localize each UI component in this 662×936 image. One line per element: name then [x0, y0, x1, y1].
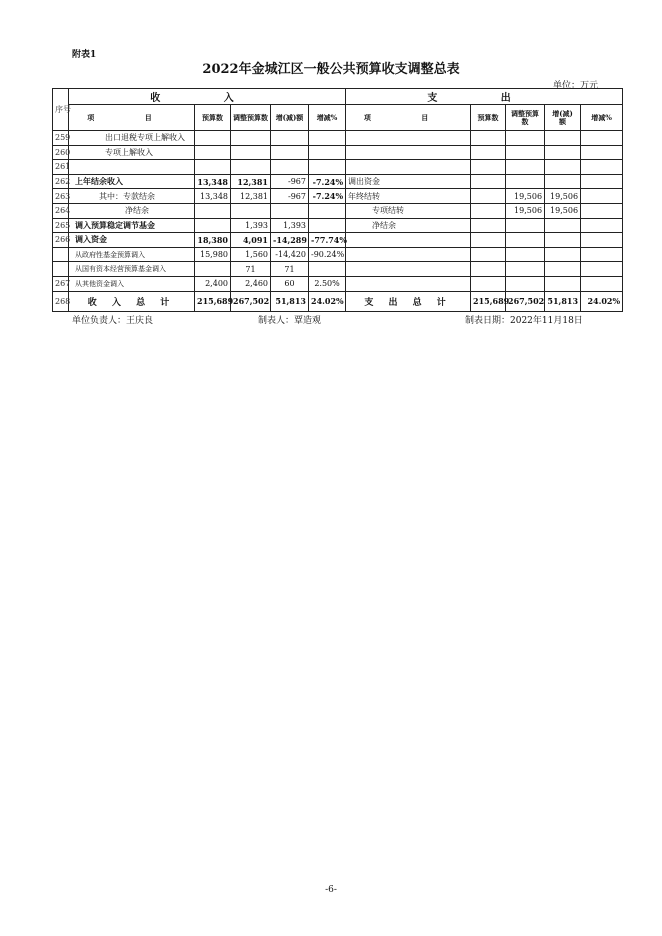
expense-pct	[581, 247, 623, 262]
income-pct	[309, 131, 346, 146]
expense-change	[545, 247, 581, 262]
expense-pct	[581, 262, 623, 277]
income-change	[271, 203, 309, 218]
expense-item	[346, 276, 471, 291]
income-change-header: 增(减)额	[271, 105, 309, 131]
income-adjusted	[231, 145, 271, 160]
income-pct: -7.24%	[309, 174, 346, 189]
expense-budget	[471, 174, 506, 189]
income-item-header: 项 目	[69, 105, 195, 131]
header-row-sections	[53, 89, 623, 105]
income-pct: -90.24%	[309, 247, 346, 262]
income-change: 71	[271, 262, 309, 277]
income-budget: 13,348	[195, 174, 231, 189]
expense-budget	[471, 262, 506, 277]
attachment-label: 附表1	[72, 50, 97, 60]
income-budget	[195, 203, 231, 218]
row-seq: 266	[53, 233, 69, 248]
income-item: 从国有资本经营预算基金调入	[69, 262, 195, 277]
income-item: 其中：专款结余	[69, 189, 195, 204]
expense-change-header: 增(减)额	[545, 105, 581, 131]
income-pct: -7.24%	[309, 189, 346, 204]
table-row	[53, 233, 623, 248]
expense-budget	[471, 233, 506, 248]
income-budget	[195, 262, 231, 277]
table-row	[53, 131, 623, 146]
expense-item	[346, 145, 471, 160]
expense-change	[545, 145, 581, 160]
expense-pct	[581, 233, 623, 248]
income-budget	[195, 131, 231, 146]
expense-adjusted: 19,506	[506, 203, 545, 218]
income-pct	[309, 145, 346, 160]
table-row	[53, 218, 623, 233]
expense-pct	[581, 189, 623, 204]
expense-change: 19,506	[545, 203, 581, 218]
income-budget	[195, 145, 231, 160]
income-item: 上年结余收入	[69, 174, 195, 189]
income-pct	[309, 218, 346, 233]
income-adjusted	[231, 203, 271, 218]
income-budget: 15,980	[195, 247, 231, 262]
expense-change	[545, 131, 581, 146]
expense-adjusted-header: 调整预算数	[506, 105, 545, 131]
income-item: 专项上解收入	[69, 145, 195, 160]
expense-pct	[581, 160, 623, 175]
expense-budget	[471, 189, 506, 204]
income-item: 净结余	[69, 203, 195, 218]
expense-adjusted	[506, 262, 545, 277]
prepared-date: 制表日期：2022年11月18日	[465, 316, 583, 326]
expense-change	[545, 160, 581, 175]
expense-change	[545, 262, 581, 277]
row-seq: 260	[53, 145, 69, 160]
income-change	[271, 131, 309, 146]
table-row	[53, 160, 623, 175]
row-seq: 265	[53, 218, 69, 233]
income-pct	[309, 160, 346, 175]
expense-total-label: 支 出 总 计	[346, 291, 471, 311]
income-pct	[309, 203, 346, 218]
expense-total-adjusted: 267,502	[506, 291, 545, 311]
expense-item: 专项结转	[346, 203, 471, 218]
income-adjusted	[231, 160, 271, 175]
income-pct: 2.50%	[309, 276, 346, 291]
expense-change	[545, 233, 581, 248]
expense-item	[346, 247, 471, 262]
income-item: 出口退税专项上解收入	[69, 131, 195, 146]
expense-item	[346, 262, 471, 277]
expense-budget	[471, 203, 506, 218]
income-total-adjusted: 267,502	[231, 291, 271, 311]
expense-adjusted: 19,506	[506, 189, 545, 204]
expense-item: 年终结转	[346, 189, 471, 204]
income-budget: 18,380	[195, 233, 231, 248]
expense-adjusted	[506, 218, 545, 233]
expense-adjusted	[506, 131, 545, 146]
table-row	[53, 145, 623, 160]
income-change: 1,393	[271, 218, 309, 233]
row-seq	[53, 262, 69, 277]
page-title: 2022年金城江区一般公共预算收支调整总表	[202, 62, 460, 77]
income-total-change: 51,813	[271, 291, 309, 311]
table-row	[53, 189, 623, 204]
income-adjusted: 71	[231, 262, 271, 277]
expense-pct	[581, 203, 623, 218]
expense-pct	[581, 174, 623, 189]
expense-change: 19,506	[545, 189, 581, 204]
income-item: 调入资金	[69, 233, 195, 248]
expense-adjusted	[506, 160, 545, 175]
income-change	[271, 160, 309, 175]
income-adjusted: 1,393	[231, 218, 271, 233]
expense-item: 净结余	[346, 218, 471, 233]
income-pct-header: 增减%	[309, 105, 346, 131]
unit-head: 单位负责人：王庆良	[72, 316, 154, 326]
expense-pct	[581, 218, 623, 233]
income-budget	[195, 218, 231, 233]
row-seq: 267	[53, 276, 69, 291]
expense-budget	[471, 160, 506, 175]
income-change: -14,289	[271, 233, 309, 248]
income-change: 60	[271, 276, 309, 291]
page-number: -6-	[325, 885, 337, 895]
table-row	[53, 203, 623, 218]
income-adjusted: 4,091	[231, 233, 271, 248]
income-budget	[195, 160, 231, 175]
row-seq: 263	[53, 189, 69, 204]
income-total-budget: 215,689	[195, 291, 231, 311]
seq-header: 序号	[53, 89, 69, 131]
income-item: 从其他资金调入	[69, 276, 195, 291]
income-change: -967	[271, 189, 309, 204]
header-row-columns	[53, 105, 623, 131]
income-item	[69, 160, 195, 175]
unit-label: 单位：万元	[552, 81, 598, 91]
expense-total-change: 51,813	[545, 291, 581, 311]
row-seq: 268	[53, 291, 69, 311]
expense-budget	[471, 276, 506, 291]
income-adjusted: 12,381	[231, 174, 271, 189]
row-seq: 259	[53, 131, 69, 146]
income-change: -967	[271, 174, 309, 189]
expense-change	[545, 276, 581, 291]
expense-pct-header: 增减%	[581, 105, 623, 131]
row-seq: 262	[53, 174, 69, 189]
income-item: 从政府性基金预算调入	[69, 247, 195, 262]
table-row	[53, 262, 623, 277]
expense-adjusted	[506, 145, 545, 160]
income-item: 调入预算稳定调节基金	[69, 218, 195, 233]
income-section-header: 收 入	[69, 89, 346, 105]
income-adjusted-header: 调整预算数	[231, 105, 271, 131]
table-row	[53, 276, 623, 291]
expense-budget	[471, 218, 506, 233]
expense-pct	[581, 145, 623, 160]
expense-total-pct: 24.02%	[581, 291, 623, 311]
expense-budget	[471, 247, 506, 262]
expense-adjusted	[506, 247, 545, 262]
income-total-label: 收 入 总 计	[69, 291, 195, 311]
income-change: -14,420	[271, 247, 309, 262]
income-pct	[309, 262, 346, 277]
expense-adjusted	[506, 276, 545, 291]
expense-item	[346, 160, 471, 175]
income-pct: -77.74%	[309, 233, 346, 248]
expense-pct	[581, 276, 623, 291]
income-adjusted: 12,381	[231, 189, 271, 204]
budget-table	[52, 88, 623, 312]
expense-item	[346, 131, 471, 146]
expense-adjusted	[506, 233, 545, 248]
preparer: 制表人：覃造观	[258, 316, 322, 326]
expense-pct	[581, 131, 623, 146]
row-seq	[53, 247, 69, 262]
expense-total-budget: 215,689	[471, 291, 506, 311]
row-seq: 261	[53, 160, 69, 175]
row-seq: 264	[53, 203, 69, 218]
expense-budget-header: 预算数	[471, 105, 506, 131]
expense-change	[545, 218, 581, 233]
expense-item: 调出资金	[346, 174, 471, 189]
income-change	[271, 145, 309, 160]
income-total-pct: 24.02%	[309, 291, 346, 311]
table-row	[53, 174, 623, 189]
expense-change	[545, 174, 581, 189]
income-budget: 13,348	[195, 189, 231, 204]
income-budget-header: 预算数	[195, 105, 231, 131]
expense-budget	[471, 131, 506, 146]
income-adjusted: 2,460	[231, 276, 271, 291]
table-row	[53, 247, 623, 262]
total-row	[53, 291, 623, 311]
expense-budget	[471, 145, 506, 160]
expense-adjusted	[506, 174, 545, 189]
expense-item-header: 项 目	[346, 105, 471, 131]
income-adjusted	[231, 131, 271, 146]
income-adjusted: 1,560	[231, 247, 271, 262]
expense-item	[346, 233, 471, 248]
expense-section-header: 支 出	[346, 89, 623, 105]
income-budget: 2,400	[195, 276, 231, 291]
